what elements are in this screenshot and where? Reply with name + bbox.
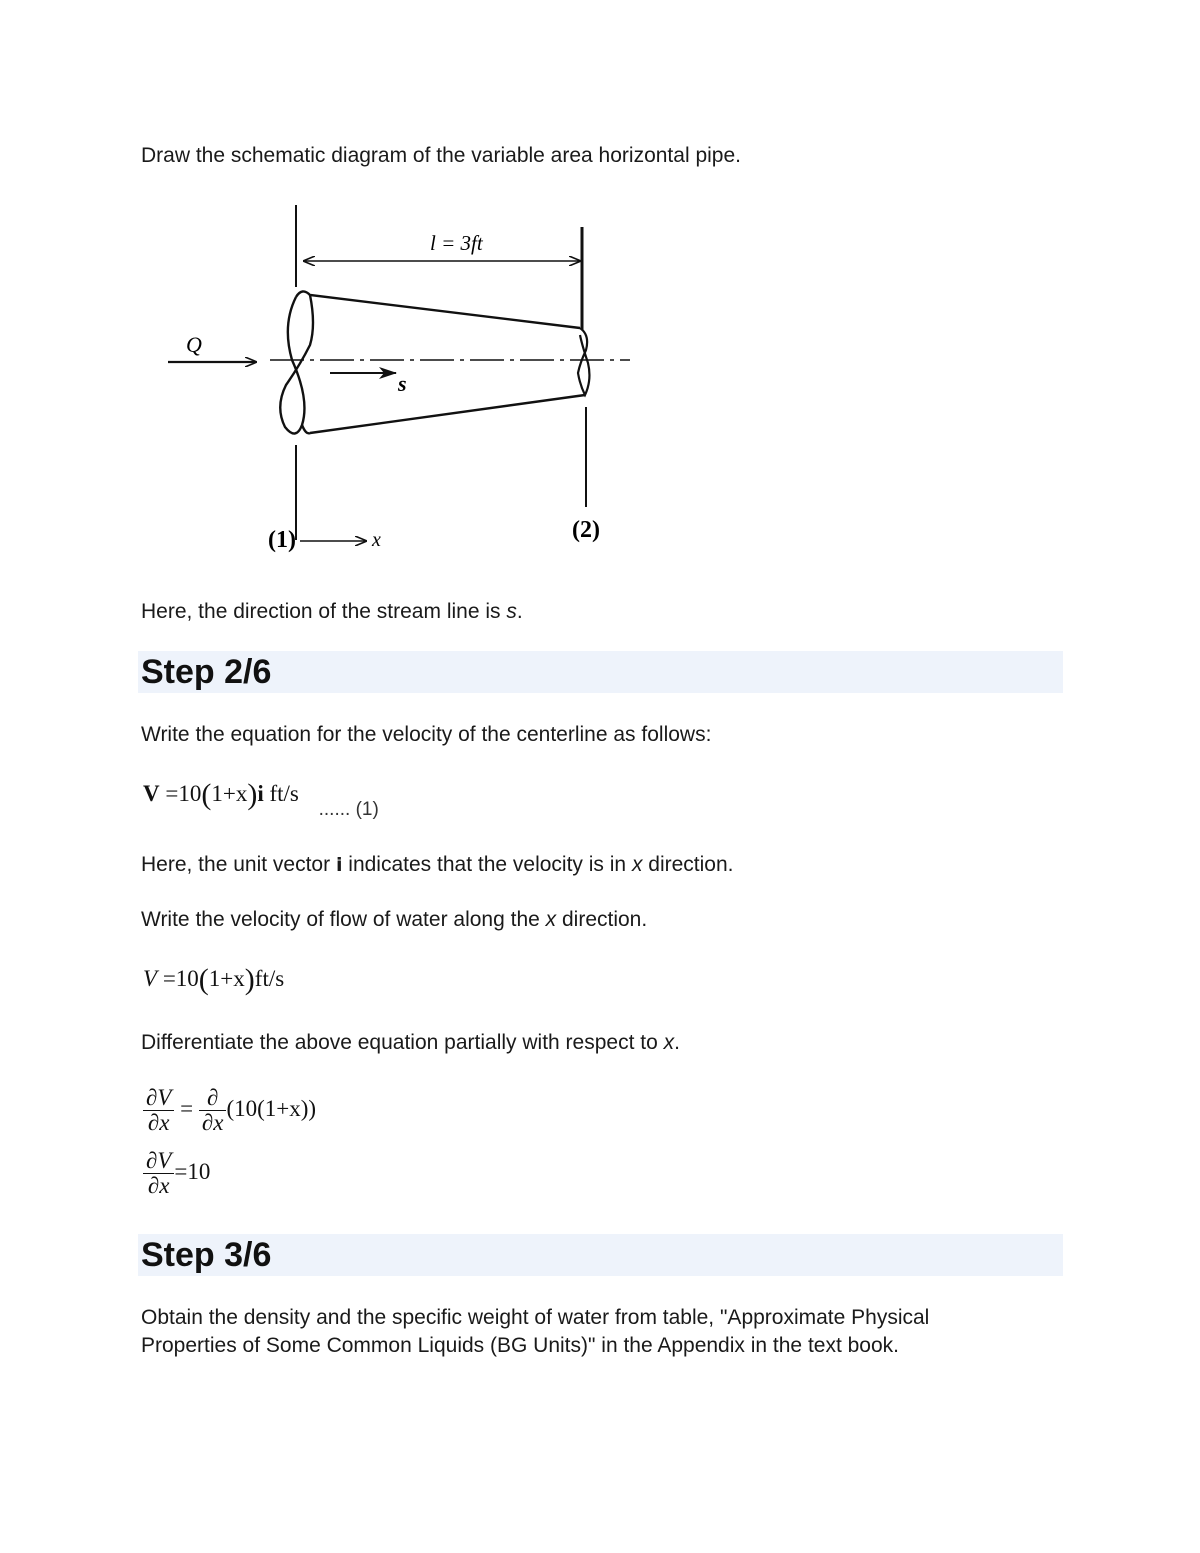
streamline-note: Here, the direction of the stream line is s.	[141, 600, 523, 623]
pipe-bottom-wall	[310, 395, 585, 433]
differentiate-note: Differentiate the above equation partially with respect to x.	[141, 1031, 680, 1054]
section1-cross-section	[280, 295, 313, 434]
equation-2: V =10(1+x)ft/s	[143, 963, 285, 996]
equation-1: V =10(1+x)i ft/s $_{...... (1)}$	[143, 778, 379, 820]
equation-4: $\frac{\partial V}{\partial x}$ =10	[143, 1149, 210, 1198]
equation-3: $\frac{\partial V}{\partial x}$ = $\frac{\partial}{\partial x}$ (10(1+x))	[143, 1086, 316, 1135]
pipe-top-wall	[296, 291, 580, 328]
section2-label: (2)	[572, 517, 600, 543]
streamline-label: s	[398, 371, 407, 396]
section2-cross-section	[578, 328, 589, 395]
step2-title: Step 2/6	[141, 653, 272, 691]
section1-label: (1)	[268, 527, 296, 553]
length-label: l = 3ft	[430, 231, 483, 255]
unit-vector-note: Here, the unit vector i indicates that the velocity is in x direction.	[141, 853, 734, 876]
x-axis-label: x	[372, 529, 381, 551]
pipe-schematic-diagram	[160, 195, 640, 560]
velocity-note: Write the velocity of flow of water along the x direction.	[141, 908, 648, 931]
step3-line2: Properties of Some Common Liquids (BG Units)" in the Appendix in the text book.	[141, 1334, 899, 1357]
step3-line1: Obtain the density and the specific weight of water from table, "Approximate Physical	[141, 1306, 930, 1329]
step2-intro: Write the equation for the velocity of the centerline as follows:	[141, 723, 712, 746]
step2-header	[138, 651, 1063, 693]
step3-title: Step 3/6	[141, 1236, 272, 1274]
equation-1-ref: ...... (1)	[318, 799, 379, 820]
flow-label: Q	[186, 332, 202, 357]
step3-header	[138, 1234, 1063, 1276]
intro-text: Draw the schematic diagram of the variable area horizontal pipe.	[141, 144, 741, 167]
